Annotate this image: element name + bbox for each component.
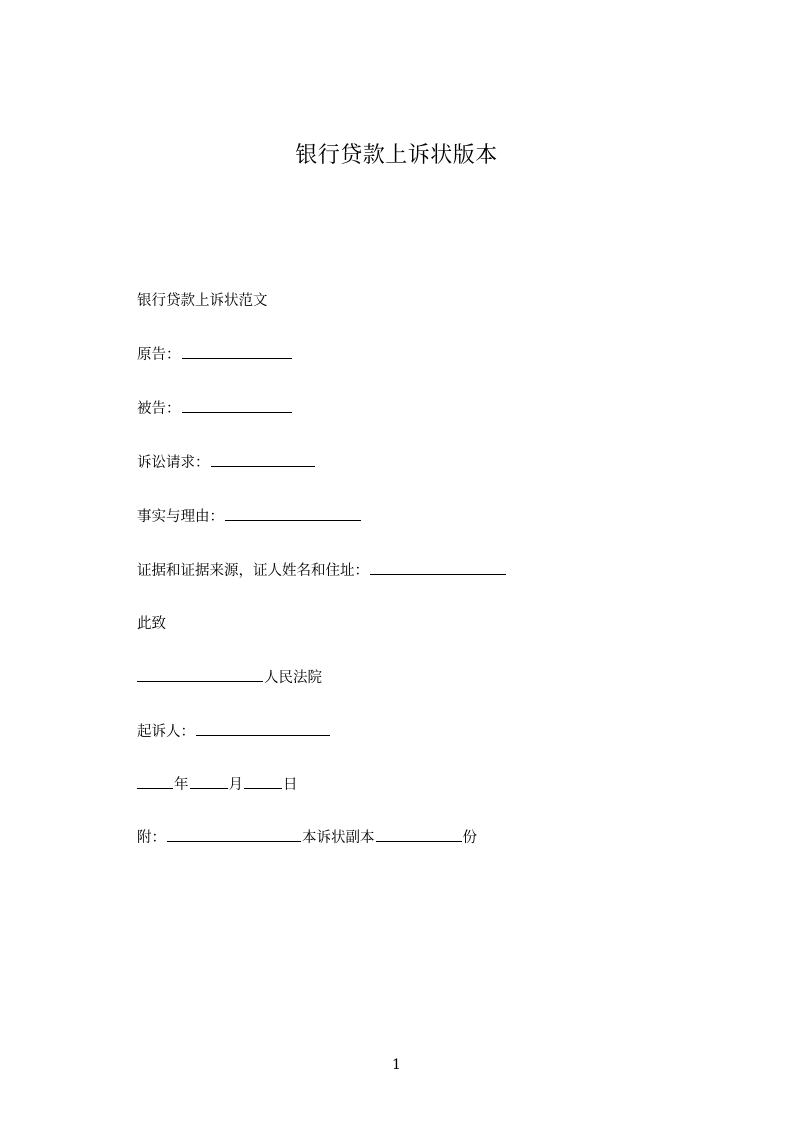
claim-label: 诉讼请求：	[137, 455, 210, 471]
page-number: 1	[392, 1057, 401, 1073]
attachment-blank-1	[167, 827, 301, 842]
defendant-label: 被告：	[137, 401, 181, 417]
attachment-suffix: 份	[462, 830, 477, 846]
court-line	[137, 667, 322, 689]
complainant-line	[137, 721, 331, 743]
year-blank	[137, 774, 173, 789]
complainant-label: 起诉人：	[137, 724, 195, 740]
court-blank	[137, 667, 263, 682]
complainant-blank	[196, 721, 330, 736]
salutation: 此致	[137, 616, 166, 632]
facts-label: 事实与理由：	[137, 509, 224, 525]
attachment-line	[137, 827, 477, 849]
year-label: 年	[174, 777, 189, 793]
evidence-blank	[370, 560, 506, 575]
facts-blank	[225, 506, 361, 521]
claim-line	[137, 452, 316, 474]
defendant-line	[137, 398, 293, 420]
court-suffix: 人民法院	[264, 670, 322, 686]
attachment-blank-2	[376, 827, 462, 842]
day-label: 日	[283, 777, 298, 793]
date-line	[137, 774, 298, 796]
facts-line	[137, 506, 362, 528]
evidence-line	[137, 560, 507, 582]
plaintiff-blank	[182, 344, 292, 359]
plaintiff-label: 原告：	[137, 347, 181, 363]
defendant-blank	[182, 398, 292, 413]
attachment-middle: 本诉状副本	[302, 830, 375, 846]
claim-blank	[211, 452, 315, 467]
month-label: 月	[228, 777, 243, 793]
document-title: 银行贷款上诉状版本	[295, 143, 498, 168]
month-blank	[190, 774, 228, 789]
plaintiff-line	[137, 344, 293, 366]
document-subtitle: 银行贷款上诉状范文	[137, 293, 268, 309]
day-blank	[244, 774, 282, 789]
attachment-prefix: 附：	[137, 830, 166, 846]
evidence-label: 证据和证据来源，证人姓名和住址：	[137, 563, 369, 579]
